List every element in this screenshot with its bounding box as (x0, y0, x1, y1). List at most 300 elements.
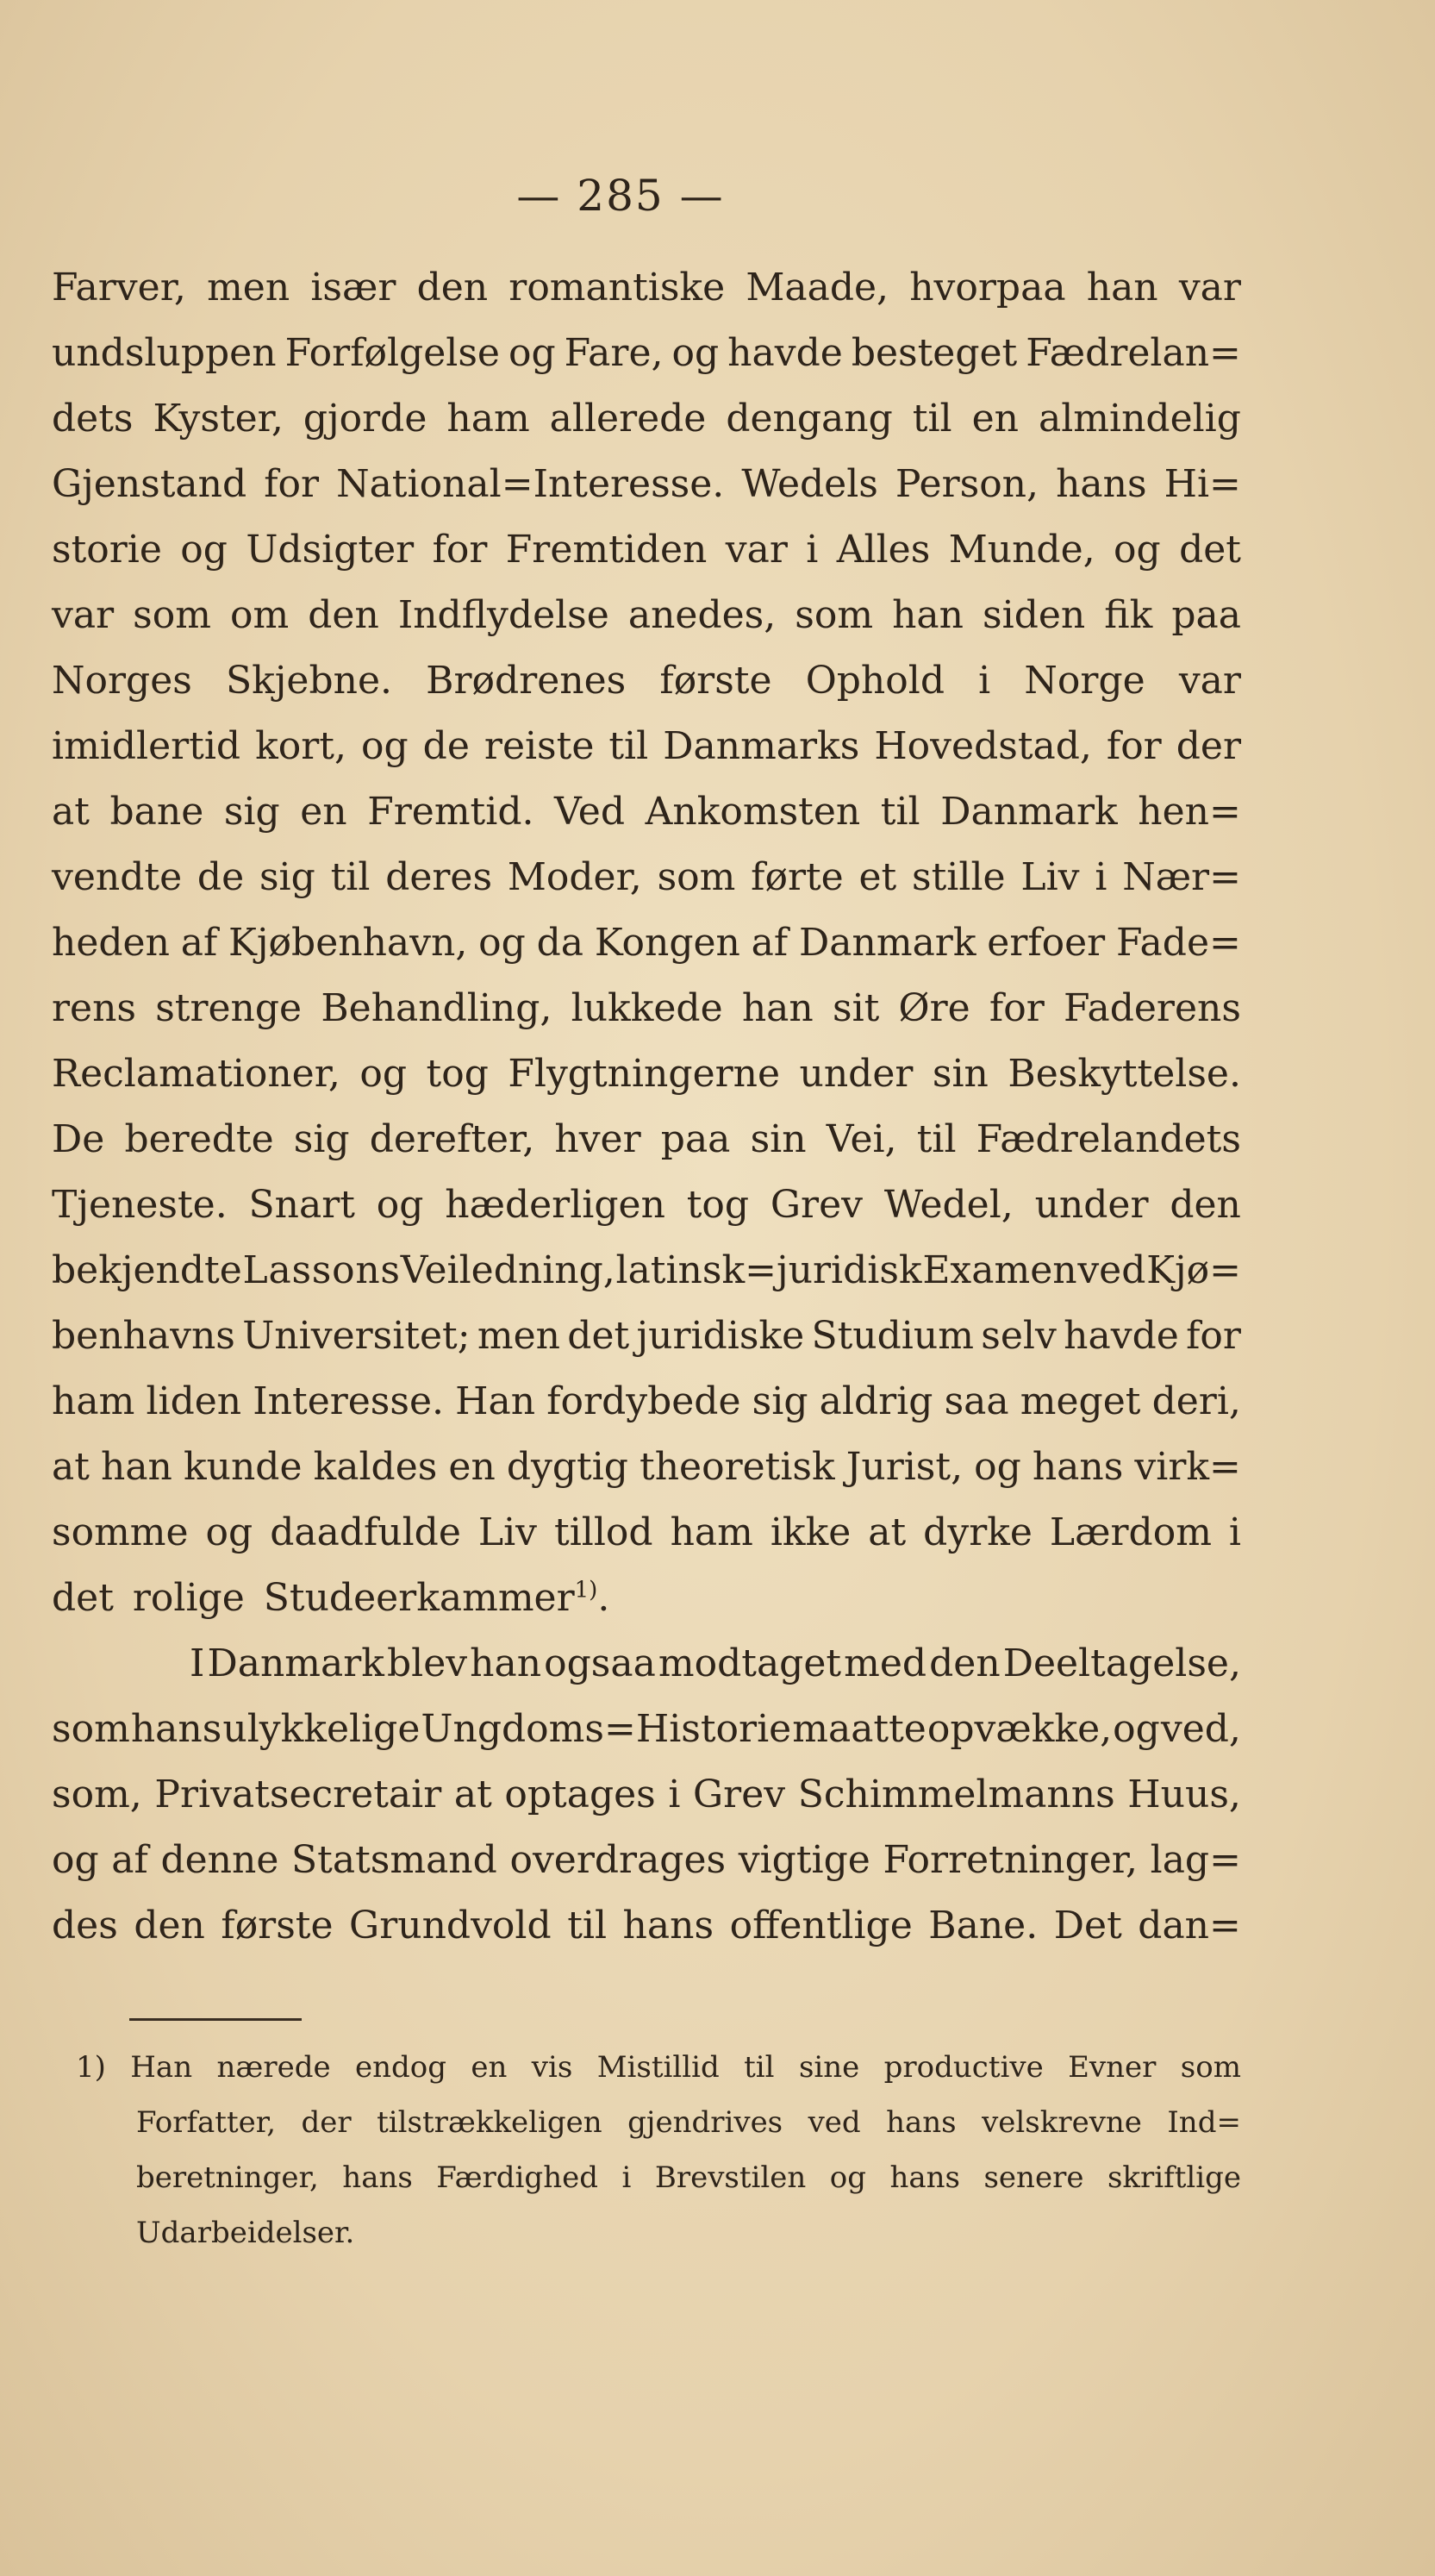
text-line (52, 845, 1241, 910)
word: fordybede (546, 1379, 741, 1423)
word: og (829, 2160, 866, 2195)
word: Grev (693, 1773, 786, 1816)
word: han (741, 986, 814, 1030)
word: Studeerkammer$^{1)}$. (263, 1576, 610, 1620)
word: de (197, 855, 245, 899)
word: hans (1056, 462, 1147, 506)
word: Statsmand (291, 1838, 497, 1882)
word: at (52, 790, 90, 834)
word: beretninger, (136, 2160, 319, 2195)
text-line (52, 1762, 1241, 1828)
word: som, (52, 1773, 142, 1816)
footnote-line (76, 2095, 1241, 2150)
word: Farver, (52, 266, 186, 309)
word: Evner (1068, 2050, 1157, 2085)
word: havde (727, 331, 843, 375)
word: Fremtiden (505, 528, 708, 572)
word: Nær= (1122, 855, 1241, 899)
word: det (52, 1576, 114, 1620)
word: for (989, 986, 1045, 1030)
word: den (134, 1904, 205, 1948)
word: hen= (1138, 790, 1241, 834)
word: Forfølgelse (284, 331, 500, 375)
word: juridiske (636, 1314, 805, 1358)
word: som (795, 593, 874, 637)
word: sig (293, 1117, 350, 1161)
word: men (477, 1314, 560, 1358)
word: en (471, 2050, 508, 2085)
text-line (52, 386, 1241, 452)
word: productive (883, 2050, 1044, 2085)
word: af (751, 921, 789, 965)
word: Kjøbenhavn, (228, 921, 468, 965)
word: Fædrelandets (976, 1117, 1241, 1161)
word: Færdighed (436, 2160, 598, 2195)
footnote-line (76, 2150, 1241, 2205)
word: hvorpaa (909, 266, 1066, 309)
word: stille (912, 855, 1006, 899)
word: Veiledning, (400, 1248, 615, 1292)
word: ulykkelige (222, 1707, 421, 1751)
word: i (978, 659, 991, 703)
word: i (1095, 855, 1107, 899)
word: tog (686, 1183, 750, 1227)
word: rens (52, 986, 136, 1030)
word: og (359, 1052, 408, 1096)
word: Forfatter, (136, 2105, 277, 2140)
page-number: — 285 — (516, 171, 725, 221)
word: theoretisk (640, 1445, 835, 1489)
word: Øre (898, 986, 970, 1030)
text-line (52, 1631, 1241, 1697)
text-line (52, 1369, 1241, 1435)
text-line (52, 1828, 1241, 1893)
word: Kjø= (1146, 1248, 1241, 1292)
word: til (880, 790, 920, 834)
word: daadfulde (270, 1510, 461, 1554)
word: Schimmelmanns (797, 1773, 1115, 1816)
word: deres (385, 855, 493, 899)
word: og (52, 1838, 99, 1882)
word: ogsaa (544, 1641, 656, 1685)
word: Huus, (1127, 1773, 1241, 1816)
word: rolige (132, 1576, 245, 1620)
word: s (380, 1248, 400, 1292)
word: han (1086, 266, 1158, 309)
word: til (912, 397, 952, 441)
word: heden (52, 921, 170, 965)
word: under (1034, 1183, 1149, 1227)
word: et (858, 855, 897, 899)
footnote-line (76, 2205, 1241, 2260)
text-line (52, 648, 1241, 714)
word: Gjenstand (52, 462, 247, 506)
word: n (355, 1248, 380, 1292)
word: gjendrives (627, 2105, 783, 2140)
word: var (52, 593, 115, 637)
word: Han (455, 1379, 536, 1423)
word: Skjebne. (225, 659, 392, 703)
word: sit (832, 986, 880, 1030)
word: sine (798, 2050, 860, 2085)
word: Reclamationer, (52, 1052, 340, 1096)
word: imidlertid (52, 724, 241, 768)
word: Fare, (564, 331, 664, 375)
word: Danmark (799, 921, 976, 965)
word: for (264, 462, 320, 506)
word: sin (932, 1052, 989, 1096)
footnote-line (76, 2040, 1241, 2095)
word: derefter, (369, 1117, 535, 1161)
word: meget (1020, 1379, 1141, 1423)
word: hans (889, 2160, 960, 2195)
word: hans (130, 1707, 222, 1751)
word: i (1228, 1510, 1241, 1554)
word: Moder, (507, 855, 642, 899)
word: Faderens (1063, 986, 1241, 1030)
text-line (52, 714, 1241, 779)
word: endog (354, 2050, 447, 2085)
word: tog (426, 1052, 489, 1096)
text-line (52, 779, 1241, 845)
word: Fremtid. (367, 790, 534, 834)
word: der (301, 2105, 352, 2140)
word: vigtige (738, 1838, 870, 1882)
text-line (52, 452, 1241, 517)
word: Kongen (594, 921, 740, 965)
word: hver (554, 1117, 641, 1161)
word: paa (660, 1117, 731, 1161)
word: Udarbeidelser. (136, 2216, 355, 2250)
word: Ophold (805, 659, 945, 703)
word: dan= (1138, 1904, 1241, 1948)
word: som (133, 593, 211, 637)
text-line (52, 517, 1241, 583)
text-line (52, 1107, 1241, 1172)
word: romantiske (508, 266, 726, 309)
text-line (52, 1697, 1241, 1762)
word: førte (751, 855, 844, 899)
word: han (100, 1445, 172, 1489)
word: at (453, 1773, 492, 1816)
word: Wedel, (883, 1183, 1014, 1227)
word: en (300, 790, 347, 834)
word: hans (1032, 1445, 1124, 1489)
word: erfoer (987, 921, 1106, 965)
word: Maade, (746, 266, 889, 309)
word: Munde, (948, 528, 1095, 572)
word: Ungdoms=Historie (421, 1707, 792, 1751)
word: for (432, 528, 488, 572)
word: benhavns (52, 1314, 235, 1358)
word: o (332, 1248, 355, 1292)
footnote-divider (129, 2018, 302, 2021)
body-text (52, 255, 1241, 1959)
word: I (190, 1641, 205, 1685)
word: til (608, 724, 649, 768)
word: Jurist, (845, 1445, 964, 1489)
word: gjorde (303, 397, 427, 441)
word: kort, (255, 724, 346, 768)
word: Interesse. (253, 1379, 444, 1423)
word: hans (886, 2105, 957, 2140)
word: for (1186, 1314, 1241, 1358)
word: Norges (52, 659, 192, 703)
word: Udsigter (246, 528, 415, 572)
word: var (1178, 659, 1241, 703)
word: Danmark (940, 790, 1118, 834)
word: Wedels (741, 462, 878, 506)
word: Ankomsten (645, 790, 861, 834)
word: Vei, (826, 1117, 897, 1161)
word: Flygtningerne (508, 1052, 781, 1096)
word: dengang (726, 397, 893, 441)
word: Privatsecretair (154, 1773, 442, 1816)
word: Brødrenes (426, 659, 627, 703)
word: og (180, 528, 228, 572)
word: bane (109, 790, 204, 834)
word: den (308, 593, 379, 637)
word: første (659, 659, 772, 703)
word: overdrages (509, 1838, 727, 1882)
word: han (470, 1641, 542, 1685)
word: Ind= (1167, 2105, 1241, 2140)
word: Det (1053, 1904, 1122, 1948)
word: De (52, 1117, 105, 1161)
word: men (207, 266, 290, 309)
text-line (52, 255, 1241, 321)
word: som (52, 1707, 130, 1751)
word: at (52, 1445, 90, 1489)
word: de (422, 724, 470, 768)
word: Hovedstad, (874, 724, 1092, 768)
word: Danmarks (663, 724, 860, 768)
word: og (361, 724, 409, 768)
word: des (52, 1904, 118, 1948)
word: og (205, 1510, 253, 1554)
word: havde (1064, 1314, 1179, 1358)
sentence-end: . (597, 1576, 610, 1620)
text-line (52, 910, 1241, 976)
word: Deeltagelse, (1002, 1641, 1241, 1685)
word: opvække, (927, 1707, 1113, 1751)
word: Snart (248, 1183, 355, 1227)
word: Studium (811, 1314, 974, 1358)
word: i (806, 528, 819, 572)
word: den (1170, 1183, 1241, 1227)
word: allerede (549, 397, 707, 441)
word: Fædrelan= (1026, 331, 1241, 375)
word: hans (342, 2160, 413, 2195)
word: fik (1104, 593, 1153, 637)
text-line (52, 321, 1241, 386)
word: og (974, 1445, 1021, 1489)
word: aldrig (819, 1379, 933, 1423)
word: tillod (554, 1510, 653, 1554)
word: besteget (851, 331, 1018, 375)
word: Liv (477, 1510, 538, 1554)
word: af (180, 921, 218, 965)
text-line (52, 976, 1241, 1041)
word: bekjendte (52, 1248, 242, 1292)
word: var (1178, 266, 1241, 309)
word: især (310, 266, 396, 309)
word: til (567, 1904, 608, 1948)
word: ved (808, 2105, 861, 2140)
word: hans (622, 1904, 714, 1948)
footnotes (76, 2040, 1241, 2260)
word: selv (981, 1314, 1057, 1358)
text-line (52, 1238, 1241, 1304)
word: optages (504, 1773, 656, 1816)
word: 1) (76, 2050, 106, 2085)
text-line (52, 1041, 1241, 1107)
word: Danmark (207, 1641, 384, 1685)
word: lag= (1150, 1838, 1241, 1882)
word: deri, (1151, 1379, 1241, 1423)
word: i (668, 1773, 681, 1816)
word: Behandling, (321, 986, 552, 1030)
word: og (508, 331, 556, 375)
word: ham (52, 1379, 135, 1423)
footnote-marker: 1) (574, 1577, 598, 1604)
word: dyrke (923, 1510, 1033, 1554)
word: Bane. (928, 1904, 1039, 1948)
word: skriftlige (1107, 2160, 1241, 2195)
word: Hi= (1164, 462, 1241, 506)
word: a (268, 1248, 291, 1292)
word: kunde (183, 1445, 303, 1489)
word: Ved (554, 790, 625, 834)
word: latinsk=juridisk (615, 1248, 922, 1292)
word: det (1179, 528, 1241, 572)
word: og (376, 1183, 424, 1227)
word: dygtig (506, 1445, 628, 1489)
text-line (52, 583, 1241, 648)
word: ham (670, 1510, 753, 1554)
word: modtaget (658, 1641, 842, 1685)
word: virk= (1134, 1445, 1241, 1489)
word: en (971, 397, 1019, 441)
word: Brevstilen (654, 2160, 807, 2195)
word: nærede (216, 2050, 331, 2085)
word: tilstrækkeligen (377, 2105, 602, 2140)
word: med (844, 1641, 927, 1685)
word: sig (259, 855, 315, 899)
word: en (448, 1445, 496, 1489)
word: ham (446, 397, 530, 441)
word: anedes, (627, 593, 777, 637)
word: Grev (770, 1183, 863, 1227)
word: Forretninger, (883, 1838, 1138, 1882)
word: sin (750, 1117, 807, 1161)
word: vendte (52, 855, 183, 899)
word: Tjeneste. (52, 1183, 228, 1227)
word: dets (52, 397, 134, 441)
word: det (567, 1314, 630, 1358)
word: kaldes (313, 1445, 438, 1489)
text-line (52, 1304, 1241, 1369)
word: og (671, 331, 720, 375)
word: beredte (124, 1117, 274, 1161)
text-line (52, 1893, 1241, 1959)
word: L (242, 1248, 268, 1292)
word: Alles (836, 528, 931, 572)
word: den (929, 1641, 1001, 1685)
word: s (311, 1248, 332, 1292)
word: Lærdom (1049, 1510, 1212, 1554)
word: den (416, 266, 489, 309)
word: og (1113, 1707, 1160, 1751)
word: denne (160, 1838, 279, 1882)
word: Person, (895, 462, 1039, 506)
word: da (536, 921, 584, 965)
word: offentlige (729, 1904, 913, 1948)
word: Kyster, (153, 397, 284, 441)
word: om (229, 593, 290, 637)
word: som (1180, 2050, 1241, 2085)
word: sig (752, 1379, 808, 1423)
word: Liv (1020, 855, 1080, 899)
word: var (725, 528, 788, 572)
word: Beskyttelse. (1008, 1052, 1241, 1096)
word: siden (983, 593, 1086, 637)
word: og (1114, 528, 1161, 572)
word: somme (52, 1510, 189, 1554)
word: maatte (792, 1707, 927, 1751)
word: han (892, 593, 964, 637)
word: storie (52, 528, 162, 572)
word: til (916, 1117, 957, 1161)
word: Norge (1024, 659, 1145, 703)
word: sig (223, 790, 280, 834)
word: ved (1077, 1248, 1146, 1292)
word: s (291, 1248, 312, 1292)
word: til (330, 855, 371, 899)
word: og (478, 921, 526, 965)
word: liden (146, 1379, 242, 1423)
word: blev (386, 1641, 468, 1685)
word: Han (130, 2050, 193, 2085)
word: Fade= (1116, 921, 1241, 965)
text-line (52, 1172, 1241, 1238)
word: at (868, 1510, 907, 1554)
word: reiste (484, 724, 595, 768)
word: saa (944, 1379, 1009, 1423)
word: Examen (922, 1248, 1077, 1292)
word: første (221, 1904, 334, 1948)
word: for (1106, 724, 1162, 768)
text-line (52, 1435, 1241, 1500)
word: velskrevne (982, 2105, 1142, 2140)
word: strenge (155, 986, 303, 1030)
word: der (1176, 724, 1241, 768)
word: Universitet; (242, 1314, 471, 1358)
text-line (52, 1500, 1241, 1566)
word: paa (1171, 593, 1241, 637)
word: hæderligen (445, 1183, 665, 1227)
word: til (744, 2050, 775, 2085)
word: ved, (1160, 1707, 1241, 1751)
word: Grundvold (349, 1904, 552, 1948)
word: undsluppen (52, 331, 277, 375)
word: almindelig (1038, 397, 1241, 441)
word: ikke (770, 1510, 852, 1554)
word: lukkede (571, 986, 723, 1030)
word: i (621, 2160, 632, 2195)
word: Mistillid (596, 2050, 720, 2085)
word: Indflydelse (397, 593, 609, 637)
